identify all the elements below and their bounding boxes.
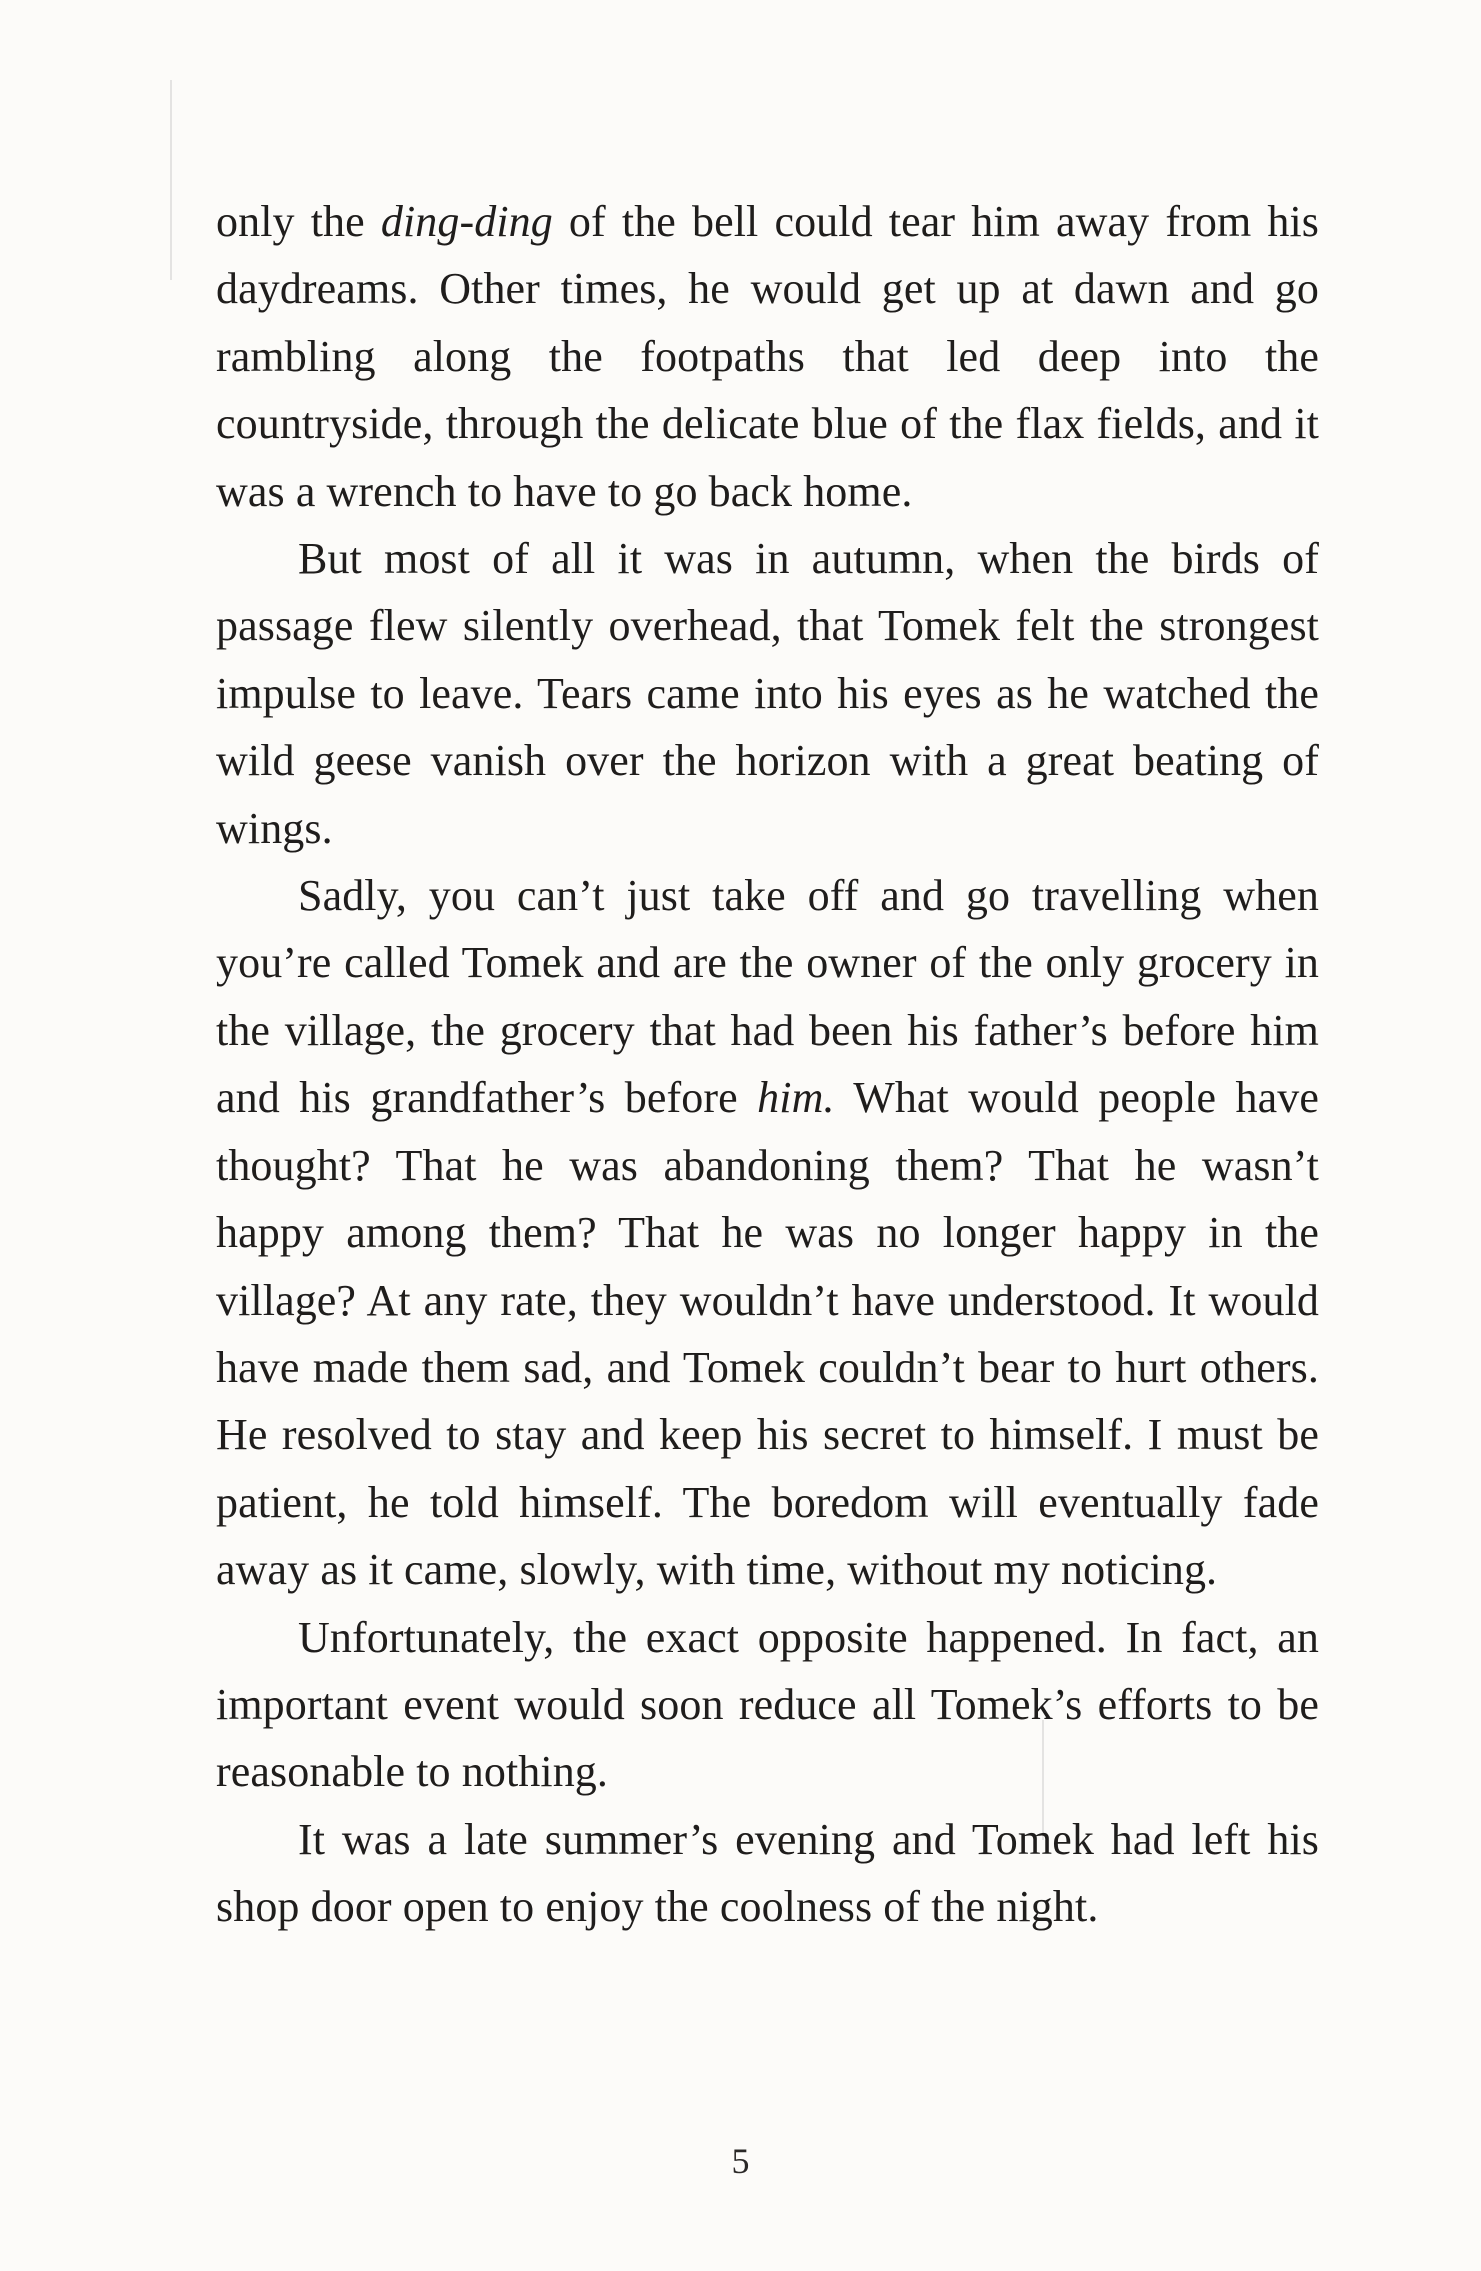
paragraph	[216, 188, 1319, 525]
body-text	[216, 188, 1319, 1941]
paragraph-text: of the bell could tear him away from his daydreams. Other times, he would get up at dawn and go rambling along the footpaths that led deep into the countryside, through the delicate blue of the flax fields, and it was a wrench to have to go back home.	[216, 197, 1319, 516]
paragraph-text: Unfortunately, the exact opposite happened. In fact, an important event would soon reduce all Tomek’s efforts to be reasonable to nothing.	[216, 1612, 1319, 1797]
paragraph-text: What would people have thought? That he was abandoning them? That he wasn’t happy among them? That he was no longer happy in the village? At any rate, they wouldn’t have understood. It would have made them sad, and Tomek couldn’t bear to hurt others. He resolved to stay and keep his secret to himself. I must be patient, he told himself. The boredom will eventually fade away as it came, slowly, with time, without my noticing.	[216, 1073, 1319, 1595]
paragraph-text: only the	[216, 197, 381, 246]
paragraph	[216, 862, 1319, 1603]
paragraph-text: Sadly, you can’t just take off and go travelling when you’re called Tomek and are the owner of the only grocery in the village, the grocery that had been his father’s before him and his grandfather’s before	[216, 871, 1319, 1123]
paragraph	[216, 1806, 1319, 1941]
paragraph-text: It was a late summer’s evening and Tomek had left his shop door open to enjoy the coolness of the night.	[216, 1814, 1319, 1932]
paragraph-text: But most of all it was in autumn, when the birds of passage flew silently overhead, that Tomek felt the strongest impulse to leave. Tears came into his eyes as he watched the wild geese vanish over the horizon with a great beating of wings.	[216, 534, 1319, 853]
paragraph	[216, 525, 1319, 862]
paragraph	[216, 1604, 1319, 1806]
page-number: 5	[731, 2141, 750, 2181]
italic-text: ding-ding	[380, 197, 553, 246]
scan-line-left	[170, 80, 172, 280]
italic-text: him.	[757, 1073, 835, 1123]
